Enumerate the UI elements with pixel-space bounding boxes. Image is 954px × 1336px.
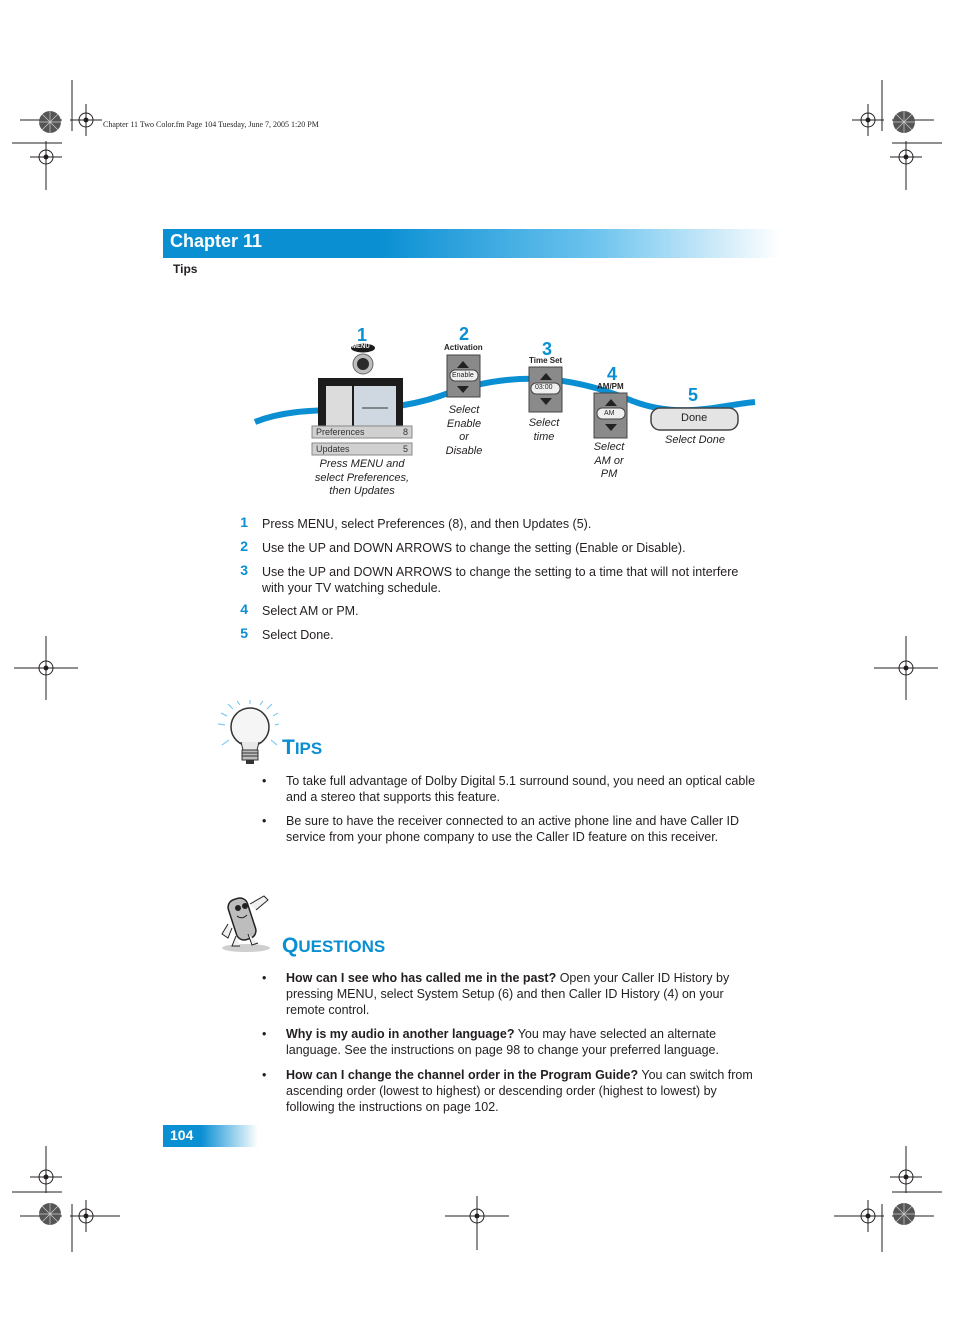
question-item: How can I see who has called me in the past? Open your Caller ID History by pressing MENU, select System Setup (6) and then Caller ID History (4) on your remote control.	[286, 971, 730, 1017]
preferences-label: Preferences	[316, 427, 365, 437]
questions-heading: QUESTIONS	[282, 934, 386, 957]
caption-step-1: Press MENU and select Preferences, then Updates	[314, 458, 410, 497]
step-text: Use the UP and DOWN ARROWS to change the setting (Enable or Disable).	[262, 541, 686, 555]
step-number: 3	[240, 562, 248, 578]
bullet: •	[262, 814, 267, 828]
caption-step-4: Select AM or PM	[593, 441, 625, 480]
step-text: Select Done.	[262, 628, 334, 642]
step-text: Press MENU, select Preferences (8), and then Updates (5).	[262, 517, 592, 531]
step-text: Select AM or PM.	[262, 604, 359, 618]
diagram-step-1: 1	[356, 325, 367, 345]
question-item: How can I change the channel order in the Program Guide? You can switch from ascending order (lowest to highest) or descending order (highest to lowest) by following the instructions on page 102.	[286, 1068, 753, 1114]
activation-label: Activation	[444, 343, 483, 352]
tip-item: To take full advantage of Dolby Digital 5.1 surround sound, you need an optical cable and a stereo that supports this feature.	[286, 774, 756, 804]
diagram-step-2: 2	[458, 324, 469, 344]
bullet: •	[262, 971, 267, 985]
step-text: Use the UP and DOWN ARROWS to change the setting to a time that will not interfere with your TV watching schedule.	[262, 565, 739, 595]
caption-step-2: Select Enable or Disable	[445, 404, 483, 457]
page-number: 104	[170, 1127, 194, 1143]
bullet: •	[262, 774, 267, 788]
print-slug: Chapter 11 Two Color.fm Page 104 Tuesday, June 7, 2005 1:20 PM	[103, 120, 319, 129]
menu-button-label: MENU	[352, 344, 370, 350]
caption-step-3: Select time	[528, 417, 560, 443]
question-mascot-icon	[218, 890, 274, 954]
lightbulb-icon	[215, 700, 279, 766]
question-item: Why is my audio in another language? You may have selected an alternate language. See the instructions on page 98 to change your preferred language.	[286, 1027, 719, 1057]
enable-label: Enable	[452, 372, 474, 379]
diagram-step-3: 3	[541, 339, 552, 359]
step-number: 4	[240, 601, 248, 617]
time-value: 03:00	[535, 384, 553, 391]
chapter-title: Chapter 11	[170, 231, 263, 251]
am-value: AM	[604, 410, 615, 417]
step-number: 1	[240, 514, 248, 530]
diagram-step-5: 5	[687, 385, 698, 405]
done-label: Done	[681, 412, 708, 424]
step-number: 5	[240, 625, 248, 641]
bullet: •	[262, 1027, 267, 1041]
bullet: •	[262, 1068, 267, 1082]
tip-item: Be sure to have the receiver connected to an active phone line and have Caller ID service from your phone company to use the Caller ID feature on this receiver.	[286, 814, 740, 844]
updates-label: Updates	[316, 444, 350, 454]
step-number: 2	[240, 538, 248, 554]
tv-menu-screen	[318, 378, 403, 432]
caption-step-5: Select Done	[665, 434, 725, 446]
preferences-number: 8	[403, 427, 409, 437]
updates-number: 5	[403, 444, 409, 454]
diagram-step-4: 4	[606, 364, 617, 384]
ampm-label: AM/PM	[597, 382, 624, 391]
running-head: Tips	[173, 262, 198, 276]
time-set-label: Time Set	[529, 356, 563, 365]
tips-heading: TIPS	[282, 736, 323, 759]
